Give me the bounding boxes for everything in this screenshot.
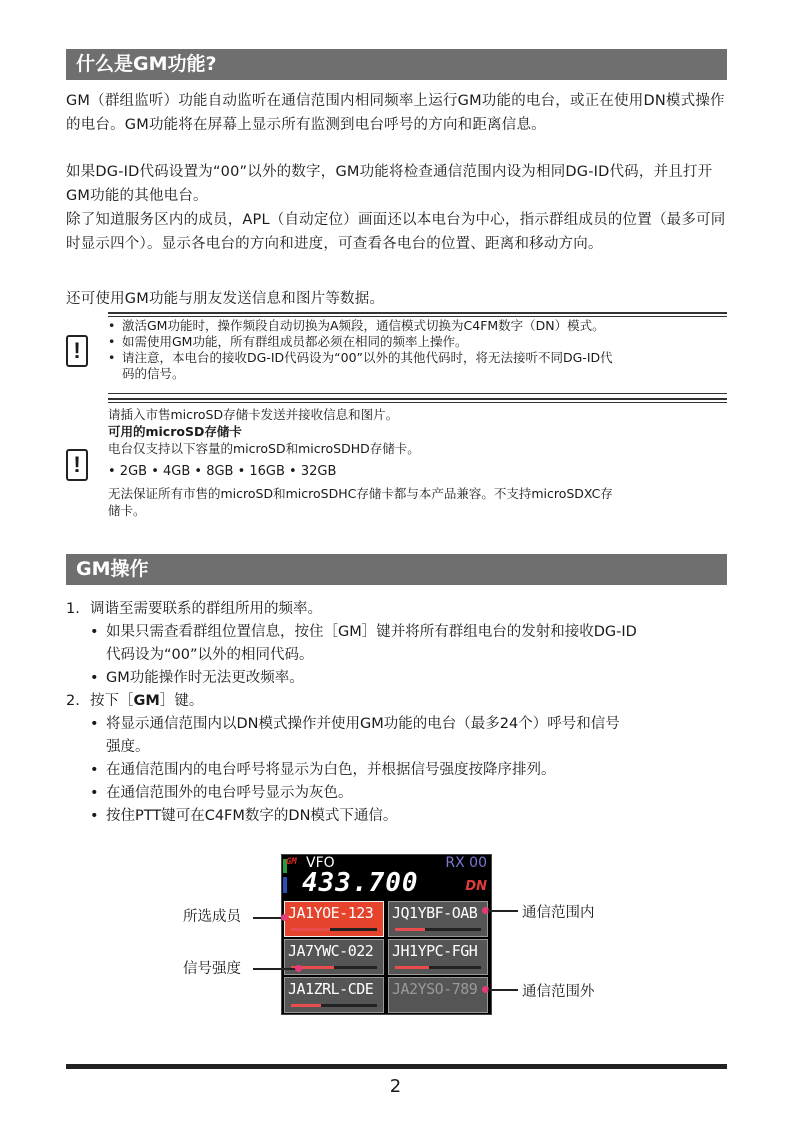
note1-top-rule: [108, 312, 727, 314]
dgid-paragraph: 如果DG-ID代码设置为“00”以外的数字，GM功能将检查通信范围内设为相同DG-ID代码，并且打开GM功能的其他电台。: [66, 164, 713, 204]
station-callsign: JA7YWC-022: [288, 942, 374, 960]
callout-dot: [281, 914, 288, 921]
station-callsign: JH1YPC-FGH: [392, 942, 478, 960]
station-cell[interactable]: [284, 901, 384, 937]
step-2-bullet: • 按住PTT键可在C4FM数字的DN模式下通信。: [90, 808, 398, 824]
station-callsign: JA1YOE-123: [288, 904, 374, 922]
note1-item-continuation: 码的信号。: [122, 366, 185, 381]
signal-level: [395, 928, 425, 931]
note2-heading: 可用的microSD存储卡: [108, 424, 242, 439]
vfo-label: VFO: [306, 855, 335, 871]
callout-selected-member: 所选成员: [183, 909, 241, 925]
screen-header: [282, 855, 491, 897]
note1-list: [108, 318, 727, 382]
callout-out-of-range: 通信范围外: [522, 984, 595, 1000]
callout-dot: [295, 965, 302, 972]
signal-level: [395, 966, 429, 969]
signal-meter: [395, 966, 481, 969]
note1-item: • 激活GM功能时，操作频段自动切换为A频段，通信模式切换为C4FM数字（DN）模式。: [108, 318, 605, 333]
station-cell[interactable]: [388, 901, 488, 937]
intro-paragraph: GM（群组监听）功能自动监听在通信范围内相同频率上运行GM功能的电台，或正在使用DN模式操作的电台。GM功能将在屏幕上显示所有监测到电台呼号的方向和距离信息。: [66, 93, 725, 133]
frequency-display: 433.700: [302, 868, 419, 898]
section-title-gm-operation: GM操作: [66, 554, 727, 585]
rx-dgid-label: RX 00: [445, 855, 487, 871]
card-sizes: • 2GB • 4GB • 8GB • 16GB • 32GB: [108, 464, 337, 479]
step-2-bullet: • 在通信范围外的电台呼号显示为灰色。: [90, 785, 353, 801]
callout-line: [488, 910, 518, 912]
note2-line: 请插入市售microSD存储卡发送并接收信息和图片。: [108, 407, 399, 422]
station-callsign: JQ1YBF-OAB: [392, 904, 478, 922]
radio-gm-screen: [281, 854, 492, 1015]
step-2-bullet-cont: 强度。: [106, 739, 150, 755]
station-cell[interactable]: [284, 977, 384, 1013]
signal-level: [291, 928, 330, 931]
note1-top-rule-thin: [108, 316, 727, 317]
operation-steps: [66, 598, 727, 828]
note2-body: [108, 406, 727, 519]
station-callsign: JA2YSO-789: [392, 980, 478, 998]
apl-paragraph: 除了知道服务区内的成员，APL（自动定位）画面还以本电台为中心，指示群组成员的位置（最多可同时显示四个）。显示各电台的方向和进度，可查看各电台的位置、距离和移动方向。: [66, 212, 726, 252]
band-indicator-blue: [283, 877, 287, 893]
note2-line: 无法保证所有市售的microSD和microSDHC存储卡都与本产品兼容。不支持microSDXC存: [108, 486, 613, 501]
signal-meter: [291, 928, 377, 931]
station-cell-out-of-range[interactable]: [388, 977, 488, 1013]
note1-item: • 请注意，本电台的接收DG-ID代码设为“00”以外的其他代码时，将无法接听不同DG-ID代: [108, 350, 613, 365]
footer-rule: [66, 1064, 727, 1069]
signal-meter: [395, 928, 481, 931]
step-1: 1. 调谐至需要联系的群组所用的频率。: [66, 601, 322, 617]
dn-mode-label: DN: [465, 879, 487, 894]
note1-item: • 如需使用GM功能，所有群组成员都必须在相同的频率上操作。: [108, 334, 468, 349]
step-1-bullet: • GM功能操作时无法更改频率。: [90, 670, 304, 686]
note2-line: 储卡。: [108, 503, 146, 518]
callout-line: [488, 989, 518, 991]
note1-bottom-rule: [108, 393, 727, 394]
note2-top-rule: [108, 398, 727, 400]
note2-top-rule-thin: [108, 402, 727, 403]
callout-in-range: 通信范围内: [522, 905, 595, 921]
step-1-bullet: • 如果只需查看群组位置信息，按住［GM］键并将所有群组电台的发射和接收DG-ID: [90, 624, 637, 640]
caution-icon: !: [66, 449, 88, 481]
step-2-bullet: • 将显示通信范围内以DN模式操作并使用GM功能的电台（最多24个）呼号和信号: [90, 716, 620, 732]
signal-meter: [291, 966, 377, 969]
signal-level: [291, 1004, 321, 1007]
callout-signal-strength: 信号强度: [183, 961, 241, 977]
station-callsign: JA1ZRL-CDE: [288, 980, 374, 998]
gm-mode-icon: GM: [286, 857, 297, 867]
step-1-bullet-cont: 代码设为“00”以外的相同代码。: [106, 647, 314, 663]
section-title-what-is-gm: 什么是GM功能?: [66, 49, 727, 80]
page-number: 2: [389, 1076, 402, 1097]
station-cell[interactable]: [388, 939, 488, 975]
caution-icon: !: [66, 335, 88, 367]
step-2: 2. 按下［GM］键。: [66, 693, 204, 709]
data-paragraph: 还可使用GM功能与朋友发送信息和图片等数据。: [66, 291, 385, 307]
callout-line: [253, 968, 297, 970]
step-2-bullet: • 在通信范围内的电台呼号将显示为白色，并根据信号强度按降序排列。: [90, 762, 556, 778]
note2-line: 电台仅支持以下容量的microSD和microSDHD存储卡。: [108, 441, 420, 456]
signal-meter: [291, 1004, 377, 1007]
